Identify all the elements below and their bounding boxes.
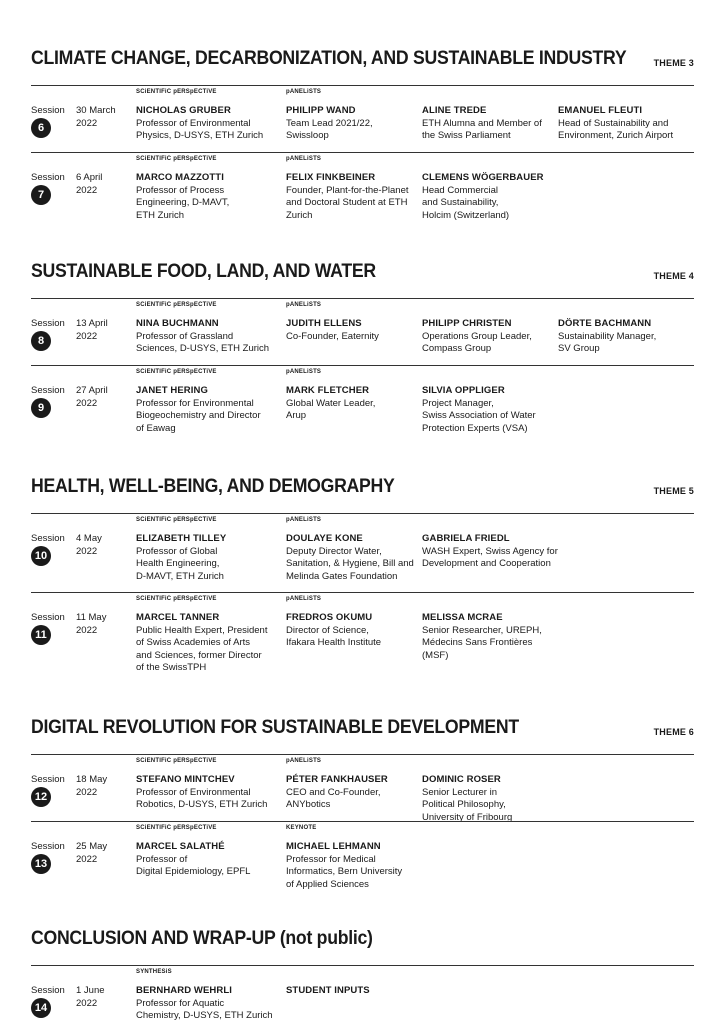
speaker-name: MELISSA MCRAE [422,612,503,623]
theme-section [31,717,694,890]
speaker [422,105,559,143]
speaker-description: Development and Cooperation [422,558,551,569]
theme-section [31,928,694,1020]
speaker [136,533,286,583]
speaker-description: Swissloop [286,130,329,141]
role-label: pANELiSTS [286,369,322,375]
speaker-description: of Eawag [136,422,176,434]
theme-section [31,261,694,438]
speaker-description: Sciences, D-USYS, ETH Zurich [136,343,270,354]
theme-tag: THEME 3 [653,58,694,68]
speaker-description: Sanitation, & Hygiene, Bill and [286,558,414,569]
speaker-description: of the SwissTPH [136,662,207,673]
speaker-description: CEO and Co-Founder, [286,786,381,798]
speaker-name: FELIX FINKBEINER [286,172,376,183]
speaker-description: D-MAVT, ETH Zurich [136,570,224,582]
session-row [31,592,694,679]
session-row [31,85,694,152]
speaker-name: ELIZABETH TILLEY [136,533,227,544]
theme-header [31,928,694,965]
speaker-description: Co-Founder, Eaternity [286,330,379,342]
speaker-name: MICHAEL LEHMANN [286,841,381,852]
speaker-description: Professor for Medical [286,853,376,865]
speaker [286,385,422,423]
speaker-description: Compass Group [422,343,492,354]
session-number-badge: 12 [31,787,51,807]
role-label: SCiENTIFiC pERSpECTiVE [136,302,217,308]
speaker-description: Senior Lecturer in [422,786,497,798]
speaker-description: Professor for Environmental [136,397,254,409]
session-label: Session [31,318,65,329]
session-date [76,612,106,637]
speaker-description: Health Engineering, [136,558,220,569]
session-date [76,533,102,558]
speaker-description: Team Lead 2021/22, [286,117,373,129]
speaker [286,105,422,143]
date-line: 30 March [76,105,116,116]
speaker [286,318,422,343]
section-gap [31,890,694,928]
speaker-name: MARK FLETCHER [286,385,370,396]
theme-tag: THEME 5 [653,486,694,496]
speaker-description: Head Commercial [422,184,499,196]
theme-header [31,476,694,513]
speaker-description: Professor of Global [136,545,218,557]
speaker-name: STEFANO MINTCHEV [136,774,235,785]
speaker-description: Ifakara Health Institute [286,637,382,648]
theme-section [31,48,694,223]
session-date [76,318,108,343]
role-label: SCiENTIFiC pERSpECTiVE [136,825,217,831]
speaker-description: ANYbotics [286,799,331,810]
date-line: 27 April [76,385,108,396]
session-label: Session [31,774,65,785]
role-label: SCiENTIFiC pERSpECTiVE [136,596,217,602]
speaker [136,318,286,356]
theme-tag: THEME 6 [653,727,694,737]
speaker [422,318,559,356]
speaker-description: the Swiss Parliament [422,130,511,141]
speaker-description: Médecins Sans Frontières [422,637,533,648]
program-page [31,48,694,1020]
speaker-name: NINA BUCHMANN [136,318,219,329]
session-number-badge: 11 [31,625,51,645]
speaker-description: Head of Sustainability and [558,117,669,129]
speaker [422,172,559,222]
speaker-description: Professor of [136,853,188,865]
speaker-name: EMANUEL FLEUTI [558,105,643,116]
speaker-description: and Doctoral Student at ETH [286,197,408,208]
date-line: 2022 [76,624,98,636]
date-line: 1 June [76,985,105,996]
date-line: 2022 [76,786,98,798]
theme-header [31,261,694,298]
speaker-name: MARCEL SALATHÉ [136,841,225,852]
speaker [422,774,559,824]
role-label: SCiENTIFiC pERSpECTiVE [136,89,217,95]
date-line: 6 April [76,172,103,183]
speaker-name: DOMINIC ROSER [422,774,501,785]
speaker-name: PÉTER FANKHAUSER [286,774,388,785]
speaker-description: Melinda Gates Foundation [286,570,398,582]
role-label: SCiENTIFiC pERSpECTiVE [136,758,217,764]
speaker-description: Physics, D-USYS, ETH Zurich [136,130,264,141]
date-line: 4 May [76,533,102,544]
speaker-description: Founder, Plant-for-the-Planet [286,184,409,196]
speaker-name: MARCO MAZZOTTI [136,172,224,183]
speaker-name: DOULAYE KONE [286,533,363,544]
session-label: Session [31,105,65,116]
speaker-description: Digital Epidemiology, EPFL [136,866,251,877]
speaker [286,774,422,812]
speaker-description: Public Health Expert, President [136,624,268,636]
speaker [136,105,286,143]
speaker-name: GABRIELA FRIEDL [422,533,510,544]
role-label: pANELiSTS [286,302,322,308]
speaker-description: Director of Science, [286,624,369,636]
speaker-description: Engineering, D-MAVT, [136,197,230,208]
speaker [286,533,422,583]
session-row [31,152,694,223]
role-label: pANELiSTS [286,156,322,162]
speaker-description: and Sustainability, [422,197,499,208]
speaker [422,533,559,571]
speaker-description: ETH Zurich [136,209,185,221]
theme-title: CONCLUSION AND WRAP-UP (not public) [31,928,373,949]
speaker-description: Professor of Process [136,184,225,196]
speaker [136,774,286,812]
speaker-description: of Swiss Academies of Arts [136,637,251,648]
speaker-name: DÖRTE BACHMANN [558,318,652,329]
speaker [136,612,286,675]
speaker-description: University of Fribourg [422,811,513,823]
speaker [286,172,422,222]
role-label: SCiENTIFiC pERSpECTiVE [136,156,217,162]
session-date [76,841,107,866]
session-label: Session [31,841,65,852]
session-number-badge: 7 [31,185,51,205]
speaker-description: (MSF) [422,649,449,661]
role-label: pANELiSTS [286,596,322,602]
speaker-description: and Sciences, former Director [136,649,262,661]
speaker [558,105,694,143]
speaker-description: Project Manager, [422,397,494,409]
theme-header [31,717,694,754]
date-line: 25 May [76,841,108,852]
session-number-badge: 6 [31,118,51,138]
speaker-description: Deputy Director Water, [286,545,382,557]
role-label: pANELiSTS [286,758,322,764]
speaker-description: Professor of Environmental [136,117,251,129]
theme-title: SUSTAINABLE FOOD, LAND, AND WATER [31,261,376,282]
speaker-description: Informatics, Bern University [286,866,403,877]
date-line: 2022 [76,117,98,129]
session-label: Session [31,172,65,183]
speaker-description: Biogeochemistry and Director [136,410,261,421]
theme-title: HEALTH, WELL-BEING, AND DEMOGRAPHY [31,476,395,497]
session-row [31,298,694,365]
session-date [76,385,108,410]
session-row [31,365,694,438]
speaker-name: PHILIPP WAND [286,105,356,116]
role-label: SCiENTIFiC pERSpECTiVE [136,369,217,375]
session-date [76,774,107,799]
speaker-name: SILVIA OPPLIGER [422,385,505,396]
speaker [286,985,422,998]
session-date [76,985,105,1010]
date-line: 2022 [76,545,98,557]
speaker-description: Global Water Leader, [286,397,376,409]
session-row [31,965,694,1020]
session-row [31,754,694,821]
speaker-name: CLEMENS WÖGERBAUER [422,172,544,183]
speaker [286,841,422,891]
session-number-badge: 9 [31,398,51,418]
date-line: 18 May [76,774,108,785]
speaker-name: NICHOLAS GRUBER [136,105,231,116]
speaker [136,841,286,879]
date-line: 2022 [76,997,98,1009]
theme-title: CLIMATE CHANGE, DECARBONIZATION, AND SUSTAINABLE INDUSTRY [31,48,627,69]
speaker-description: SV Group [558,343,600,354]
speaker-description: Senior Researcher, UREPH, [422,624,542,636]
speaker-description: Political Philosophy, [422,799,506,810]
speaker [286,612,422,650]
session-label: Session [31,612,65,623]
date-line: 2022 [76,397,98,409]
date-line: 2022 [76,184,98,196]
role-label: pANELiSTS [286,517,322,523]
speaker [422,612,559,662]
date-line: 13 April [76,318,108,329]
session-number-badge: 14 [31,998,51,1018]
theme-title: DIGITAL REVOLUTION FOR SUSTAINABLE DEVELOPMENT [31,717,519,738]
speaker-description: ETH Alumna and Member of [422,117,542,129]
speaker-description: Chemistry, D-USYS, ETH Zurich [136,1010,273,1021]
speaker [136,385,286,435]
speaker-name: JANET HERING [136,385,208,396]
section-gap [31,679,694,717]
session-number-badge: 8 [31,331,51,351]
speaker-description: Professor of Grassland [136,330,234,342]
speaker-description: Holcim (Switzerland) [422,209,510,221]
role-label: KEYNOTE [286,825,317,831]
speaker-name: PHILIPP CHRISTEN [422,318,512,329]
session-label: Session [31,385,65,396]
role-label: pANELiSTS [286,89,322,95]
speaker-description: of Applied Sciences [286,878,369,890]
session-number-badge: 13 [31,854,51,874]
speaker-description: Professor for Aquatic [136,997,225,1009]
speaker-description: Professor of Environmental [136,786,251,798]
speaker-name: MARCEL TANNER [136,612,220,623]
speaker-description: Operations Group Leader, [422,330,532,342]
date-line: 2022 [76,330,98,342]
session-number-badge: 10 [31,546,51,566]
theme-header [31,48,694,85]
role-label: SYNTHESiS [136,969,172,975]
date-line: 11 May [76,612,107,623]
speaker-description: Environment, Zurich Airport [558,130,674,141]
speaker-description: Zurich [286,209,313,221]
theme-tag: THEME 4 [653,271,694,281]
theme-section [31,476,694,679]
speaker [422,385,559,435]
session-row [31,821,694,890]
speaker [136,985,286,1023]
speaker-description: Sustainability Manager, [558,330,657,342]
speaker-name: JUDITH ELLENS [286,318,362,329]
section-gap [31,223,694,261]
section-gap [31,438,694,476]
speaker-name: FREDROS OKUMU [286,612,373,623]
speaker-description: Robotics, D-USYS, ETH Zurich [136,799,268,810]
speaker-description: Swiss Association of Water [422,410,536,421]
date-line: 2022 [76,853,98,865]
speaker [136,172,286,222]
session-label: Session [31,533,65,544]
speaker-description: WASH Expert, Swiss Agency for [422,545,558,557]
speaker-name: STUDENT INPUTS [286,985,370,996]
speaker-name: ALINE TREDE [422,105,487,116]
session-label: Session [31,985,65,996]
role-label: SCiENTIFiC pERSpECTiVE [136,517,217,523]
session-row [31,513,694,592]
speaker-name: BERNHARD WEHRLI [136,985,232,996]
speaker-description: Arup [286,410,307,421]
speaker-description: Protection Experts (VSA) [422,422,528,434]
session-date [76,172,102,197]
speaker [558,318,694,356]
session-date [76,105,116,130]
